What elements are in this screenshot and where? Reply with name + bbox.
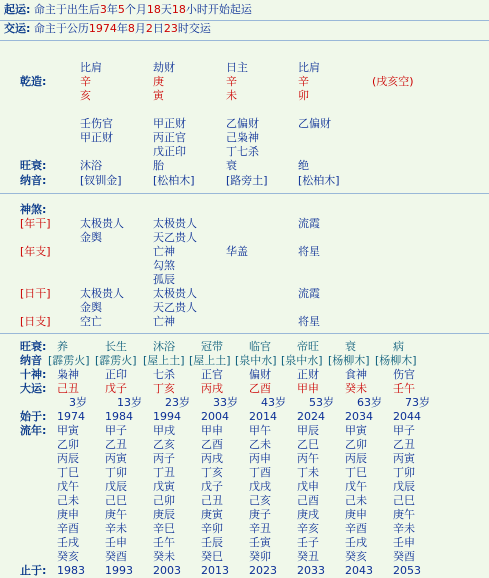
- liunian-item: 辛巳: [153, 522, 175, 535]
- dayun-start-year: 2014: [249, 410, 277, 423]
- dayun-age: 63岁: [357, 396, 382, 409]
- dayun-pillar: 癸未: [345, 382, 367, 395]
- liunian-item: 甲午: [249, 424, 271, 437]
- qiyun-years: 3: [99, 3, 107, 16]
- liunian-item: 丙辰: [57, 452, 79, 465]
- liunian-item: 乙未: [249, 438, 271, 451]
- nayin-value: [松柏木]: [153, 174, 195, 187]
- dayun-nayin-label: 纳音: [20, 354, 42, 367]
- shensha-item: 太极贵人: [153, 287, 197, 300]
- liunian-item: 丁丑: [153, 466, 175, 479]
- canggan-item: 甲正财: [153, 117, 186, 130]
- liunian-item: 辛酉: [57, 522, 79, 535]
- shensha-item: 孤辰: [153, 273, 175, 286]
- liunian-item: 甲寅: [345, 424, 367, 437]
- pillar-zhi-hour: 卯: [298, 89, 309, 102]
- pillar-shishen-month: 劫财: [153, 61, 175, 74]
- liunian-item: 戊辰: [393, 480, 415, 493]
- shensha-item: 天乙贵人: [153, 301, 197, 314]
- pillar-shishen-year: 比肩: [80, 61, 102, 74]
- dayun-nayin: [杨柳木]: [375, 354, 417, 367]
- liunian-item: 丙辰: [345, 452, 367, 465]
- liunian-item: 辛未: [393, 522, 415, 535]
- jiaoyun-month: 8: [127, 22, 135, 35]
- liunian-item: 庚申: [57, 508, 79, 521]
- liunian-item: 戊子: [201, 480, 223, 493]
- liunian-item: 甲寅: [57, 424, 79, 437]
- dayun-nayin: [霹雳火]: [95, 354, 137, 367]
- divider: [0, 193, 489, 194]
- liunian-item: 己巳: [105, 494, 127, 507]
- shensha-tag: [年干]: [20, 217, 51, 230]
- jiaoyun-text: 时交运: [177, 22, 211, 35]
- shensha-item: 将星: [298, 315, 320, 328]
- dayun-age: 73岁: [405, 396, 430, 409]
- shensha-tag: [日支]: [20, 315, 51, 328]
- liunian-item: 丁未: [297, 466, 319, 479]
- dayun-nayin: [泉中水]: [281, 354, 323, 367]
- shensha-item: 华盖: [226, 245, 248, 258]
- liunian-item: 辛卯: [201, 522, 223, 535]
- dayun-age: 23岁: [165, 396, 190, 409]
- dayun-wangshuai: 病: [393, 340, 404, 353]
- dayun-pillar: 丙戌: [201, 382, 223, 395]
- shensha-item: 流霞: [298, 217, 320, 230]
- dayun-shishen: 偏财: [249, 368, 271, 381]
- liunian-item: 丁亥: [201, 466, 223, 479]
- wangshuai-label: 旺衰:: [20, 159, 47, 172]
- wangshuai-value: 沐浴: [80, 159, 102, 172]
- liunian-item: 癸亥: [57, 550, 79, 563]
- dayun-shishen: 正印: [105, 368, 127, 381]
- qianzao-label: 乾造:: [20, 75, 47, 88]
- canggan-item: 乙偏财: [298, 117, 331, 130]
- divider: [0, 333, 489, 334]
- liunian-label: 流年:: [20, 424, 47, 437]
- nayin-value: [钗钏金]: [80, 174, 122, 187]
- liunian-item: 丙戌: [201, 452, 223, 465]
- dayun-shishen: 七杀: [153, 368, 175, 381]
- dayun-pillar: 壬午: [393, 382, 415, 395]
- dayun-start-year: 2024: [297, 410, 325, 423]
- shensha-item: 亡神: [153, 315, 175, 328]
- liunian-item: 乙亥: [153, 438, 175, 451]
- liunian-item: 戊午: [57, 480, 79, 493]
- liunian-item: 乙卯: [57, 438, 79, 451]
- liunian-item: 辛未: [105, 522, 127, 535]
- dayun-end-year: 2023: [249, 564, 277, 577]
- shensha-item: 空亡: [80, 315, 102, 328]
- dayun-nayin: [霹雳火]: [48, 354, 90, 367]
- pillar-gan-hour: 辛: [298, 75, 309, 88]
- shensha-item: 太极贵人: [80, 217, 124, 230]
- dayun-end-year: 2013: [201, 564, 229, 577]
- jiaoyun-year: 1974: [88, 22, 117, 35]
- liunian-item: 壬戌: [345, 536, 367, 549]
- dayun-start-year: 2034: [345, 410, 373, 423]
- liunian-item: 丙寅: [393, 452, 415, 465]
- shensha-tag: [年支]: [20, 245, 51, 258]
- canggan-item: 甲正财: [80, 131, 113, 144]
- dayun-wangshuai-label: 旺衰:: [20, 340, 47, 353]
- shensha-item: 将星: [298, 245, 320, 258]
- liunian-item: 甲子: [105, 424, 127, 437]
- liunian-item: 庚午: [393, 508, 415, 521]
- liunian-item: 壬辰: [201, 536, 223, 549]
- canggan-item: 壬伤官: [80, 117, 113, 130]
- liunian-item: 丁卯: [105, 466, 127, 479]
- qiyun-hours: 18: [171, 3, 186, 16]
- dayun-age: 3岁: [69, 396, 87, 409]
- dayun-nayin: [杨柳木]: [328, 354, 370, 367]
- liunian-item: 乙丑: [393, 438, 415, 451]
- liunian-item: 庚午: [105, 508, 127, 521]
- liunian-item: 乙巳: [297, 438, 319, 451]
- liunian-item: 戊申: [297, 480, 319, 493]
- liunian-item: 甲子: [393, 424, 415, 437]
- dayun-end-year: 2053: [393, 564, 421, 577]
- jiaoyun-day: 2: [145, 22, 153, 35]
- pillar-zhi-month: 寅: [153, 89, 164, 102]
- dayun-start-year: 1994: [153, 410, 181, 423]
- dayun-start-year: 1984: [105, 410, 133, 423]
- canggan-item: 丁七杀: [226, 145, 259, 158]
- liunian-item: 庚辰: [153, 508, 175, 521]
- dayun-start-year: 2004: [201, 410, 229, 423]
- liunian-item: 癸巳: [201, 550, 223, 563]
- pillar-gan-month: 庚: [153, 75, 164, 88]
- dayun-age: 33岁: [213, 396, 238, 409]
- liunian-item: 丙午: [297, 452, 319, 465]
- liunian-item: 辛酉: [345, 522, 367, 535]
- dayun-age: 53岁: [309, 396, 334, 409]
- dayun-age: 43岁: [261, 396, 286, 409]
- wangshuai-value: 绝: [298, 159, 309, 172]
- jiaoyun-label: 交运:: [4, 22, 31, 35]
- shensha-item: 亡神: [153, 245, 175, 258]
- liunian-item: 甲戌: [153, 424, 175, 437]
- shensha-item: 太极贵人: [80, 287, 124, 300]
- dayun-start-label: 始于:: [20, 410, 47, 423]
- nayin-value: [路旁土]: [226, 174, 268, 187]
- dayun-nayin: [泉中水]: [235, 354, 277, 367]
- jiaoyun-text: 月: [134, 22, 146, 35]
- dayun-nayin: [屋上土]: [189, 354, 231, 367]
- qiyun-days: 18: [146, 3, 161, 16]
- liunian-item: 丙子: [153, 452, 175, 465]
- pillar-shishen-hour: 比肩: [298, 61, 320, 74]
- dayun-age: 13岁: [117, 396, 142, 409]
- dayun-shishen: 正官: [201, 368, 223, 381]
- shensha-item: 太极贵人: [153, 217, 197, 230]
- liunian-item: 庚申: [345, 508, 367, 521]
- liunian-item: 丙寅: [105, 452, 127, 465]
- dayun-wangshuai: 临官: [249, 340, 271, 353]
- dayun-end-year: 2043: [345, 564, 373, 577]
- wangshuai-value: 衰: [226, 159, 237, 172]
- qiyun-label: 起运:: [4, 3, 31, 16]
- liunian-item: 辛亥: [297, 522, 319, 535]
- liunian-item: 庚戌: [297, 508, 319, 521]
- dayun-pillar: 戊子: [105, 382, 127, 395]
- dayun-end-label: 止于:: [20, 564, 47, 577]
- liunian-item: 癸亥: [345, 550, 367, 563]
- dayun-end-year: 1993: [105, 564, 133, 577]
- shensha-item: 流霞: [298, 287, 320, 300]
- pillar-zhi-year: 亥: [80, 89, 91, 102]
- liunian-item: 乙卯: [345, 438, 367, 451]
- canggan-item: 戊正印: [153, 145, 186, 158]
- dayun-wangshuai: 长生: [105, 340, 127, 353]
- liunian-item: 壬午: [153, 536, 175, 549]
- dayun-wangshuai: 帝旺: [297, 340, 319, 353]
- liunian-item: 戊戌: [249, 480, 271, 493]
- liunian-item: 丁卯: [393, 466, 415, 479]
- liunian-item: 己卯: [153, 494, 175, 507]
- liunian-item: 己亥: [249, 494, 271, 507]
- liunian-item: 壬寅: [249, 536, 271, 549]
- dayun-shishen: 食神: [345, 368, 367, 381]
- dayun-nayin: [屋上土]: [143, 354, 185, 367]
- liunian-item: 癸未: [153, 550, 175, 563]
- liunian-item: 己未: [345, 494, 367, 507]
- divider: [0, 40, 489, 41]
- jiaoyun-text: 年: [116, 22, 128, 35]
- qiyun-text: 个月: [124, 3, 147, 16]
- liunian-item: 己巳: [393, 494, 415, 507]
- qiyun-text: 天: [160, 3, 172, 16]
- liunian-item: 戊午: [345, 480, 367, 493]
- canggan-item: 己枭神: [226, 131, 259, 144]
- qiyun-text: 小时开始起运: [185, 3, 252, 16]
- liunian-item: 丁巳: [345, 466, 367, 479]
- jiaoyun-line: [4, 23, 211, 35]
- liunian-item: 癸酉: [105, 550, 127, 563]
- qiyun-months: 5: [117, 3, 125, 16]
- liunian-item: 己丑: [201, 494, 223, 507]
- dayun-pillar: 甲申: [297, 382, 319, 395]
- liunian-item: 丁巳: [57, 466, 79, 479]
- liunian-item: 乙丑: [105, 438, 127, 451]
- dayun-start-year: 2044: [393, 410, 421, 423]
- wangshuai-value: 胎: [153, 159, 164, 172]
- shensha-tag: [日干]: [20, 287, 51, 300]
- dayun-pillar: 己丑: [57, 382, 79, 395]
- liunian-item: 戊辰: [105, 480, 127, 493]
- liunian-item: 庚子: [249, 508, 271, 521]
- liunian-item: 丁酉: [249, 466, 271, 479]
- qiyun-text: 命主于出生后: [33, 3, 100, 16]
- dayun-pillar: 乙酉: [249, 382, 271, 395]
- pillar-gan-year: 辛: [80, 75, 91, 88]
- pillar-shishen-day: 日主: [226, 61, 248, 74]
- liunian-item: 甲辰: [297, 424, 319, 437]
- canggan-item: 乙偏财: [226, 117, 259, 130]
- dayun-shishen: 枭神: [57, 368, 79, 381]
- liunian-item: 乙酉: [201, 438, 223, 451]
- liunian-item: 己酉: [297, 494, 319, 507]
- jiaoyun-text: 日: [152, 22, 164, 35]
- shensha-item: 金舆: [80, 231, 102, 244]
- dayun-label: 大运:: [20, 382, 47, 395]
- kongwang: (戌亥空): [372, 75, 414, 88]
- shensha-item: 金舆: [80, 301, 102, 314]
- liunian-item: 壬子: [297, 536, 319, 549]
- liunian-item: 癸卯: [249, 550, 271, 563]
- pillar-gan-day: 辛: [226, 75, 237, 88]
- divider: [0, 20, 489, 21]
- nayin-value: [松柏木]: [298, 174, 340, 187]
- jiaoyun-text: 命主于公历: [33, 22, 89, 35]
- liunian-item: 庚寅: [201, 508, 223, 521]
- dayun-shishen-label: 十神:: [20, 368, 47, 381]
- dayun-end-year: 2003: [153, 564, 181, 577]
- liunian-item: 壬申: [105, 536, 127, 549]
- qiyun-line: [4, 4, 252, 16]
- liunian-item: 癸酉: [393, 550, 415, 563]
- canggan-item: 丙正官: [153, 131, 186, 144]
- liunian-item: 甲申: [201, 424, 223, 437]
- dayun-start-year: 1974: [57, 410, 85, 423]
- shensha-item: 天乙贵人: [153, 231, 197, 244]
- liunian-item: 丙申: [249, 452, 271, 465]
- liunian-item: 戊寅: [153, 480, 175, 493]
- liunian-item: 壬申: [393, 536, 415, 549]
- qiyun-text: 年: [106, 3, 118, 16]
- dayun-shishen: 正财: [297, 368, 319, 381]
- liunian-item: 己未: [57, 494, 79, 507]
- dayun-wangshuai: 衰: [345, 340, 356, 353]
- dayun-wangshuai: 养: [57, 340, 68, 353]
- dayun-end-year: 2033: [297, 564, 325, 577]
- pillar-zhi-day: 未: [226, 89, 237, 102]
- shensha-item: 勾煞: [153, 259, 175, 272]
- liunian-item: 辛丑: [249, 522, 271, 535]
- jiaoyun-hour: 23: [163, 22, 178, 35]
- dayun-pillar: 丁亥: [153, 382, 175, 395]
- nayin-label: 纳音:: [20, 174, 47, 187]
- liunian-item: 壬戌: [57, 536, 79, 549]
- dayun-end-year: 1983: [57, 564, 85, 577]
- shensha-label: 神煞:: [20, 203, 47, 216]
- dayun-wangshuai: 冠带: [201, 340, 223, 353]
- liunian-item: 癸丑: [297, 550, 319, 563]
- dayun-wangshuai: 沐浴: [153, 340, 175, 353]
- dayun-shishen: 伤官: [393, 368, 415, 381]
